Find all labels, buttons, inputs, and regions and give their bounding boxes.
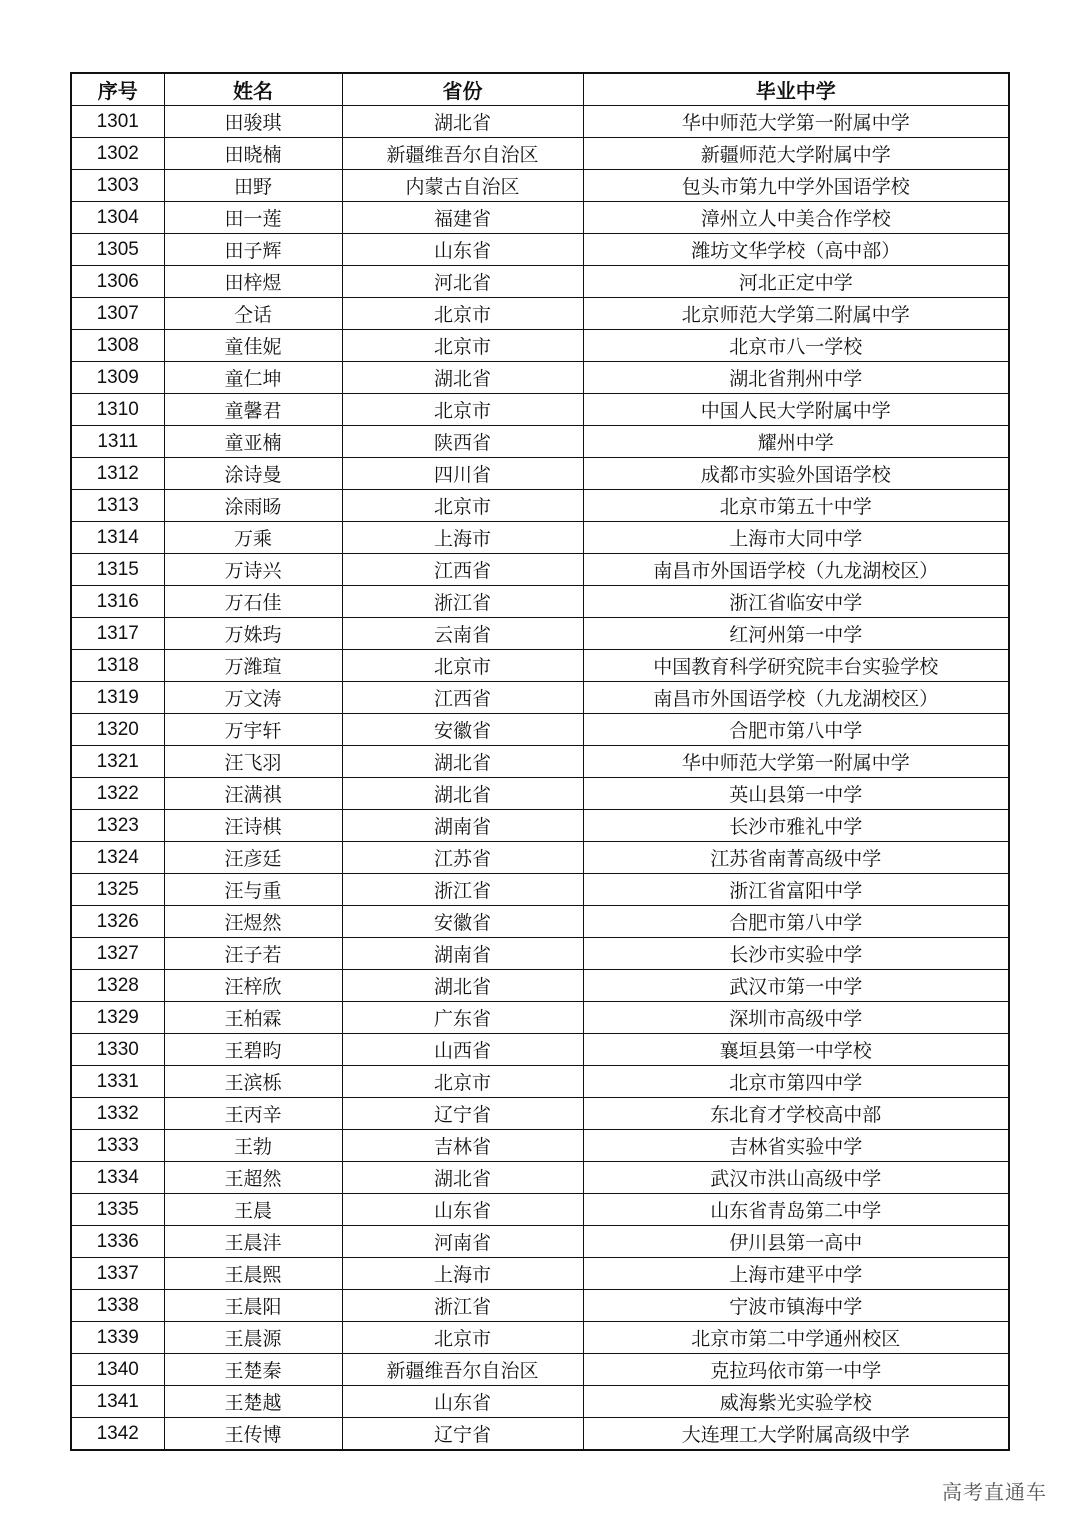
cell-index: 1328 bbox=[71, 970, 164, 1002]
cell-name: 王晨熙 bbox=[164, 1258, 342, 1290]
cell-province: 安徽省 bbox=[342, 714, 583, 746]
cell-index: 1308 bbox=[71, 330, 164, 362]
cell-index: 1324 bbox=[71, 842, 164, 874]
table-row bbox=[71, 394, 1009, 426]
table-row bbox=[71, 938, 1009, 970]
cell-index: 1302 bbox=[71, 138, 164, 170]
header-school: 毕业中学 bbox=[583, 73, 1009, 106]
cell-school: 江苏省南菁高级中学 bbox=[583, 842, 1009, 874]
cell-name: 涂雨旸 bbox=[164, 490, 342, 522]
cell-index: 1318 bbox=[71, 650, 164, 682]
cell-province: 陕西省 bbox=[342, 426, 583, 458]
cell-name: 万石佳 bbox=[164, 586, 342, 618]
cell-name: 王超然 bbox=[164, 1162, 342, 1194]
table-row bbox=[71, 906, 1009, 938]
header-province: 省份 bbox=[342, 73, 583, 106]
table-row bbox=[71, 1194, 1009, 1226]
cell-province: 江苏省 bbox=[342, 842, 583, 874]
cell-index: 1338 bbox=[71, 1290, 164, 1322]
cell-name: 王晨源 bbox=[164, 1322, 342, 1354]
cell-province: 山西省 bbox=[342, 1034, 583, 1066]
cell-province: 河北省 bbox=[342, 266, 583, 298]
cell-province: 内蒙古自治区 bbox=[342, 170, 583, 202]
cell-school: 浙江省临安中学 bbox=[583, 586, 1009, 618]
cell-school: 吉林省实验中学 bbox=[583, 1130, 1009, 1162]
cell-name: 田子辉 bbox=[164, 234, 342, 266]
cell-index: 1307 bbox=[71, 298, 164, 330]
table-row bbox=[71, 1002, 1009, 1034]
cell-index: 1312 bbox=[71, 458, 164, 490]
table-row bbox=[71, 842, 1009, 874]
table-row bbox=[71, 874, 1009, 906]
table-row bbox=[71, 1354, 1009, 1386]
table-row bbox=[71, 522, 1009, 554]
cell-index: 1319 bbox=[71, 682, 164, 714]
table-row bbox=[71, 138, 1009, 170]
cell-province: 江西省 bbox=[342, 682, 583, 714]
cell-name: 童亚楠 bbox=[164, 426, 342, 458]
cell-school: 上海市建平中学 bbox=[583, 1258, 1009, 1290]
cell-province: 上海市 bbox=[342, 1258, 583, 1290]
cell-province: 湖北省 bbox=[342, 1162, 583, 1194]
cell-province: 湖北省 bbox=[342, 778, 583, 810]
cell-province: 山东省 bbox=[342, 1194, 583, 1226]
cell-province: 湖北省 bbox=[342, 362, 583, 394]
cell-name: 王勃 bbox=[164, 1130, 342, 1162]
cell-name: 王传博 bbox=[164, 1418, 342, 1451]
cell-name: 万文涛 bbox=[164, 682, 342, 714]
cell-index: 1329 bbox=[71, 1002, 164, 1034]
cell-index: 1341 bbox=[71, 1386, 164, 1418]
cell-name: 田野 bbox=[164, 170, 342, 202]
cell-index: 1315 bbox=[71, 554, 164, 586]
cell-name: 童仁坤 bbox=[164, 362, 342, 394]
table-row bbox=[71, 618, 1009, 650]
cell-school: 合肥市第八中学 bbox=[583, 714, 1009, 746]
cell-index: 1335 bbox=[71, 1194, 164, 1226]
cell-province: 湖南省 bbox=[342, 810, 583, 842]
table-row bbox=[71, 202, 1009, 234]
cell-index: 1336 bbox=[71, 1226, 164, 1258]
cell-school: 中国人民大学附属中学 bbox=[583, 394, 1009, 426]
table-row bbox=[71, 298, 1009, 330]
cell-school: 成都市实验外国语学校 bbox=[583, 458, 1009, 490]
cell-index: 1330 bbox=[71, 1034, 164, 1066]
cell-school: 浙江省富阳中学 bbox=[583, 874, 1009, 906]
cell-province: 北京市 bbox=[342, 1322, 583, 1354]
cell-province: 北京市 bbox=[342, 1066, 583, 1098]
cell-province: 北京市 bbox=[342, 490, 583, 522]
cell-school: 北京市第四中学 bbox=[583, 1066, 1009, 1098]
cell-province: 浙江省 bbox=[342, 586, 583, 618]
cell-name: 汪与重 bbox=[164, 874, 342, 906]
table-row bbox=[71, 586, 1009, 618]
table-row bbox=[71, 266, 1009, 298]
cell-province: 福建省 bbox=[342, 202, 583, 234]
cell-province: 云南省 bbox=[342, 618, 583, 650]
cell-province: 浙江省 bbox=[342, 1290, 583, 1322]
header-index: 序号 bbox=[71, 73, 164, 106]
table-row bbox=[71, 1418, 1009, 1451]
cell-province: 浙江省 bbox=[342, 874, 583, 906]
table-row bbox=[71, 362, 1009, 394]
cell-school: 大连理工大学附属高级中学 bbox=[583, 1418, 1009, 1451]
cell-index: 1322 bbox=[71, 778, 164, 810]
cell-name: 汪彦廷 bbox=[164, 842, 342, 874]
cell-name: 王楚越 bbox=[164, 1386, 342, 1418]
student-list-table bbox=[70, 72, 1010, 1451]
table-row bbox=[71, 1386, 1009, 1418]
table-row bbox=[71, 746, 1009, 778]
cell-name: 万宇轩 bbox=[164, 714, 342, 746]
cell-province: 湖北省 bbox=[342, 970, 583, 1002]
cell-school: 英山县第一中学 bbox=[583, 778, 1009, 810]
cell-name: 汪子若 bbox=[164, 938, 342, 970]
table-row bbox=[71, 234, 1009, 266]
cell-school: 长沙市实验中学 bbox=[583, 938, 1009, 970]
cell-index: 1333 bbox=[71, 1130, 164, 1162]
table-row bbox=[71, 1290, 1009, 1322]
cell-school: 潍坊文华学校（高中部） bbox=[583, 234, 1009, 266]
table-row bbox=[71, 1322, 1009, 1354]
table-row bbox=[71, 1098, 1009, 1130]
cell-index: 1306 bbox=[71, 266, 164, 298]
cell-name: 汪诗棋 bbox=[164, 810, 342, 842]
cell-province: 吉林省 bbox=[342, 1130, 583, 1162]
cell-province: 北京市 bbox=[342, 298, 583, 330]
cell-province: 新疆维吾尔自治区 bbox=[342, 1354, 583, 1386]
cell-school: 北京市八一学校 bbox=[583, 330, 1009, 362]
cell-province: 河南省 bbox=[342, 1226, 583, 1258]
cell-index: 1331 bbox=[71, 1066, 164, 1098]
cell-province: 湖南省 bbox=[342, 938, 583, 970]
cell-name: 田梓煜 bbox=[164, 266, 342, 298]
cell-index: 1320 bbox=[71, 714, 164, 746]
cell-name: 王楚秦 bbox=[164, 1354, 342, 1386]
cell-school: 河北正定中学 bbox=[583, 266, 1009, 298]
table-row bbox=[71, 810, 1009, 842]
cell-school: 漳州立人中美合作学校 bbox=[583, 202, 1009, 234]
cell-name: 万姝玙 bbox=[164, 618, 342, 650]
cell-province: 江西省 bbox=[342, 554, 583, 586]
cell-school: 威海紫光实验学校 bbox=[583, 1386, 1009, 1418]
cell-index: 1339 bbox=[71, 1322, 164, 1354]
cell-school: 上海市大同中学 bbox=[583, 522, 1009, 554]
cell-index: 1323 bbox=[71, 810, 164, 842]
cell-name: 田骏琪 bbox=[164, 106, 342, 138]
cell-name: 万诗兴 bbox=[164, 554, 342, 586]
cell-province: 山东省 bbox=[342, 234, 583, 266]
cell-school: 耀州中学 bbox=[583, 426, 1009, 458]
table-row bbox=[71, 1034, 1009, 1066]
cell-name: 王柏霖 bbox=[164, 1002, 342, 1034]
cell-province: 上海市 bbox=[342, 522, 583, 554]
cell-name: 田一莲 bbox=[164, 202, 342, 234]
table-row bbox=[71, 490, 1009, 522]
table-row bbox=[71, 554, 1009, 586]
cell-index: 1305 bbox=[71, 234, 164, 266]
cell-school: 红河州第一中学 bbox=[583, 618, 1009, 650]
cell-name: 田晓楠 bbox=[164, 138, 342, 170]
cell-province: 安徽省 bbox=[342, 906, 583, 938]
cell-province: 北京市 bbox=[342, 330, 583, 362]
cell-index: 1317 bbox=[71, 618, 164, 650]
cell-province: 北京市 bbox=[342, 650, 583, 682]
cell-province: 辽宁省 bbox=[342, 1418, 583, 1451]
cell-school: 南昌市外国语学校（九龙湖校区） bbox=[583, 554, 1009, 586]
cell-name: 汪梓欣 bbox=[164, 970, 342, 1002]
cell-index: 1326 bbox=[71, 906, 164, 938]
cell-school: 中国教育科学研究院丰台实验学校 bbox=[583, 650, 1009, 682]
cell-province: 北京市 bbox=[342, 394, 583, 426]
cell-school: 北京师范大学第二附属中学 bbox=[583, 298, 1009, 330]
cell-province: 辽宁省 bbox=[342, 1098, 583, 1130]
table-row bbox=[71, 1258, 1009, 1290]
cell-school: 合肥市第八中学 bbox=[583, 906, 1009, 938]
cell-school: 深圳市高级中学 bbox=[583, 1002, 1009, 1034]
table-row bbox=[71, 170, 1009, 202]
cell-index: 1311 bbox=[71, 426, 164, 458]
table-row bbox=[71, 1066, 1009, 1098]
cell-province: 新疆维吾尔自治区 bbox=[342, 138, 583, 170]
cell-province: 湖北省 bbox=[342, 106, 583, 138]
cell-school: 伊川县第一高中 bbox=[583, 1226, 1009, 1258]
header-name: 姓名 bbox=[164, 73, 342, 106]
cell-index: 1304 bbox=[71, 202, 164, 234]
cell-index: 1337 bbox=[71, 1258, 164, 1290]
cell-index: 1342 bbox=[71, 1418, 164, 1451]
cell-name: 汪满祺 bbox=[164, 778, 342, 810]
cell-school: 长沙市雅礼中学 bbox=[583, 810, 1009, 842]
cell-index: 1303 bbox=[71, 170, 164, 202]
table-row bbox=[71, 650, 1009, 682]
cell-name: 王碧昀 bbox=[164, 1034, 342, 1066]
cell-index: 1332 bbox=[71, 1098, 164, 1130]
table-row bbox=[71, 330, 1009, 362]
cell-name: 王晨沣 bbox=[164, 1226, 342, 1258]
header-row bbox=[71, 73, 1009, 106]
cell-index: 1325 bbox=[71, 874, 164, 906]
cell-school: 华中师范大学第一附属中学 bbox=[583, 746, 1009, 778]
cell-province: 四川省 bbox=[342, 458, 583, 490]
table-row bbox=[71, 682, 1009, 714]
cell-school: 新疆师范大学附属中学 bbox=[583, 138, 1009, 170]
cell-school: 南昌市外国语学校（九龙湖校区） bbox=[583, 682, 1009, 714]
cell-name: 仝话 bbox=[164, 298, 342, 330]
cell-index: 1340 bbox=[71, 1354, 164, 1386]
cell-index: 1313 bbox=[71, 490, 164, 522]
cell-school: 武汉市洪山高级中学 bbox=[583, 1162, 1009, 1194]
cell-name: 万乘 bbox=[164, 522, 342, 554]
cell-name: 王晨 bbox=[164, 1194, 342, 1226]
cell-school: 华中师范大学第一附属中学 bbox=[583, 106, 1009, 138]
cell-index: 1321 bbox=[71, 746, 164, 778]
cell-school: 克拉玛依市第一中学 bbox=[583, 1354, 1009, 1386]
cell-name: 汪煜然 bbox=[164, 906, 342, 938]
cell-school: 北京市第二中学通州校区 bbox=[583, 1322, 1009, 1354]
cell-school: 东北育才学校高中部 bbox=[583, 1098, 1009, 1130]
cell-index: 1314 bbox=[71, 522, 164, 554]
watermark: 高考直通车 bbox=[942, 1480, 1047, 1504]
cell-school: 襄垣县第一中学校 bbox=[583, 1034, 1009, 1066]
cell-school: 山东省青岛第二中学 bbox=[583, 1194, 1009, 1226]
cell-name: 童馨君 bbox=[164, 394, 342, 426]
cell-index: 1334 bbox=[71, 1162, 164, 1194]
table-row bbox=[71, 1130, 1009, 1162]
cell-index: 1327 bbox=[71, 938, 164, 970]
cell-index: 1316 bbox=[71, 586, 164, 618]
cell-school: 湖北省荆州中学 bbox=[583, 362, 1009, 394]
table-row bbox=[71, 426, 1009, 458]
cell-name: 王丙辛 bbox=[164, 1098, 342, 1130]
cell-province: 山东省 bbox=[342, 1386, 583, 1418]
cell-name: 万潍瑄 bbox=[164, 650, 342, 682]
cell-name: 王滨栎 bbox=[164, 1066, 342, 1098]
cell-index: 1310 bbox=[71, 394, 164, 426]
cell-name: 童佳妮 bbox=[164, 330, 342, 362]
cell-name: 涂诗曼 bbox=[164, 458, 342, 490]
cell-province: 湖北省 bbox=[342, 746, 583, 778]
cell-province: 广东省 bbox=[342, 1002, 583, 1034]
table-row bbox=[71, 458, 1009, 490]
cell-school: 包头市第九中学外国语学校 bbox=[583, 170, 1009, 202]
table-row bbox=[71, 970, 1009, 1002]
table-row bbox=[71, 714, 1009, 746]
table-row bbox=[71, 1162, 1009, 1194]
cell-school: 武汉市第一中学 bbox=[583, 970, 1009, 1002]
table-row bbox=[71, 106, 1009, 138]
table-row bbox=[71, 778, 1009, 810]
cell-index: 1301 bbox=[71, 106, 164, 138]
cell-school: 宁波市镇海中学 bbox=[583, 1290, 1009, 1322]
table-row bbox=[71, 1226, 1009, 1258]
cell-name: 汪飞羽 bbox=[164, 746, 342, 778]
cell-index: 1309 bbox=[71, 362, 164, 394]
cell-school: 北京市第五十中学 bbox=[583, 490, 1009, 522]
cell-name: 王晨阳 bbox=[164, 1290, 342, 1322]
